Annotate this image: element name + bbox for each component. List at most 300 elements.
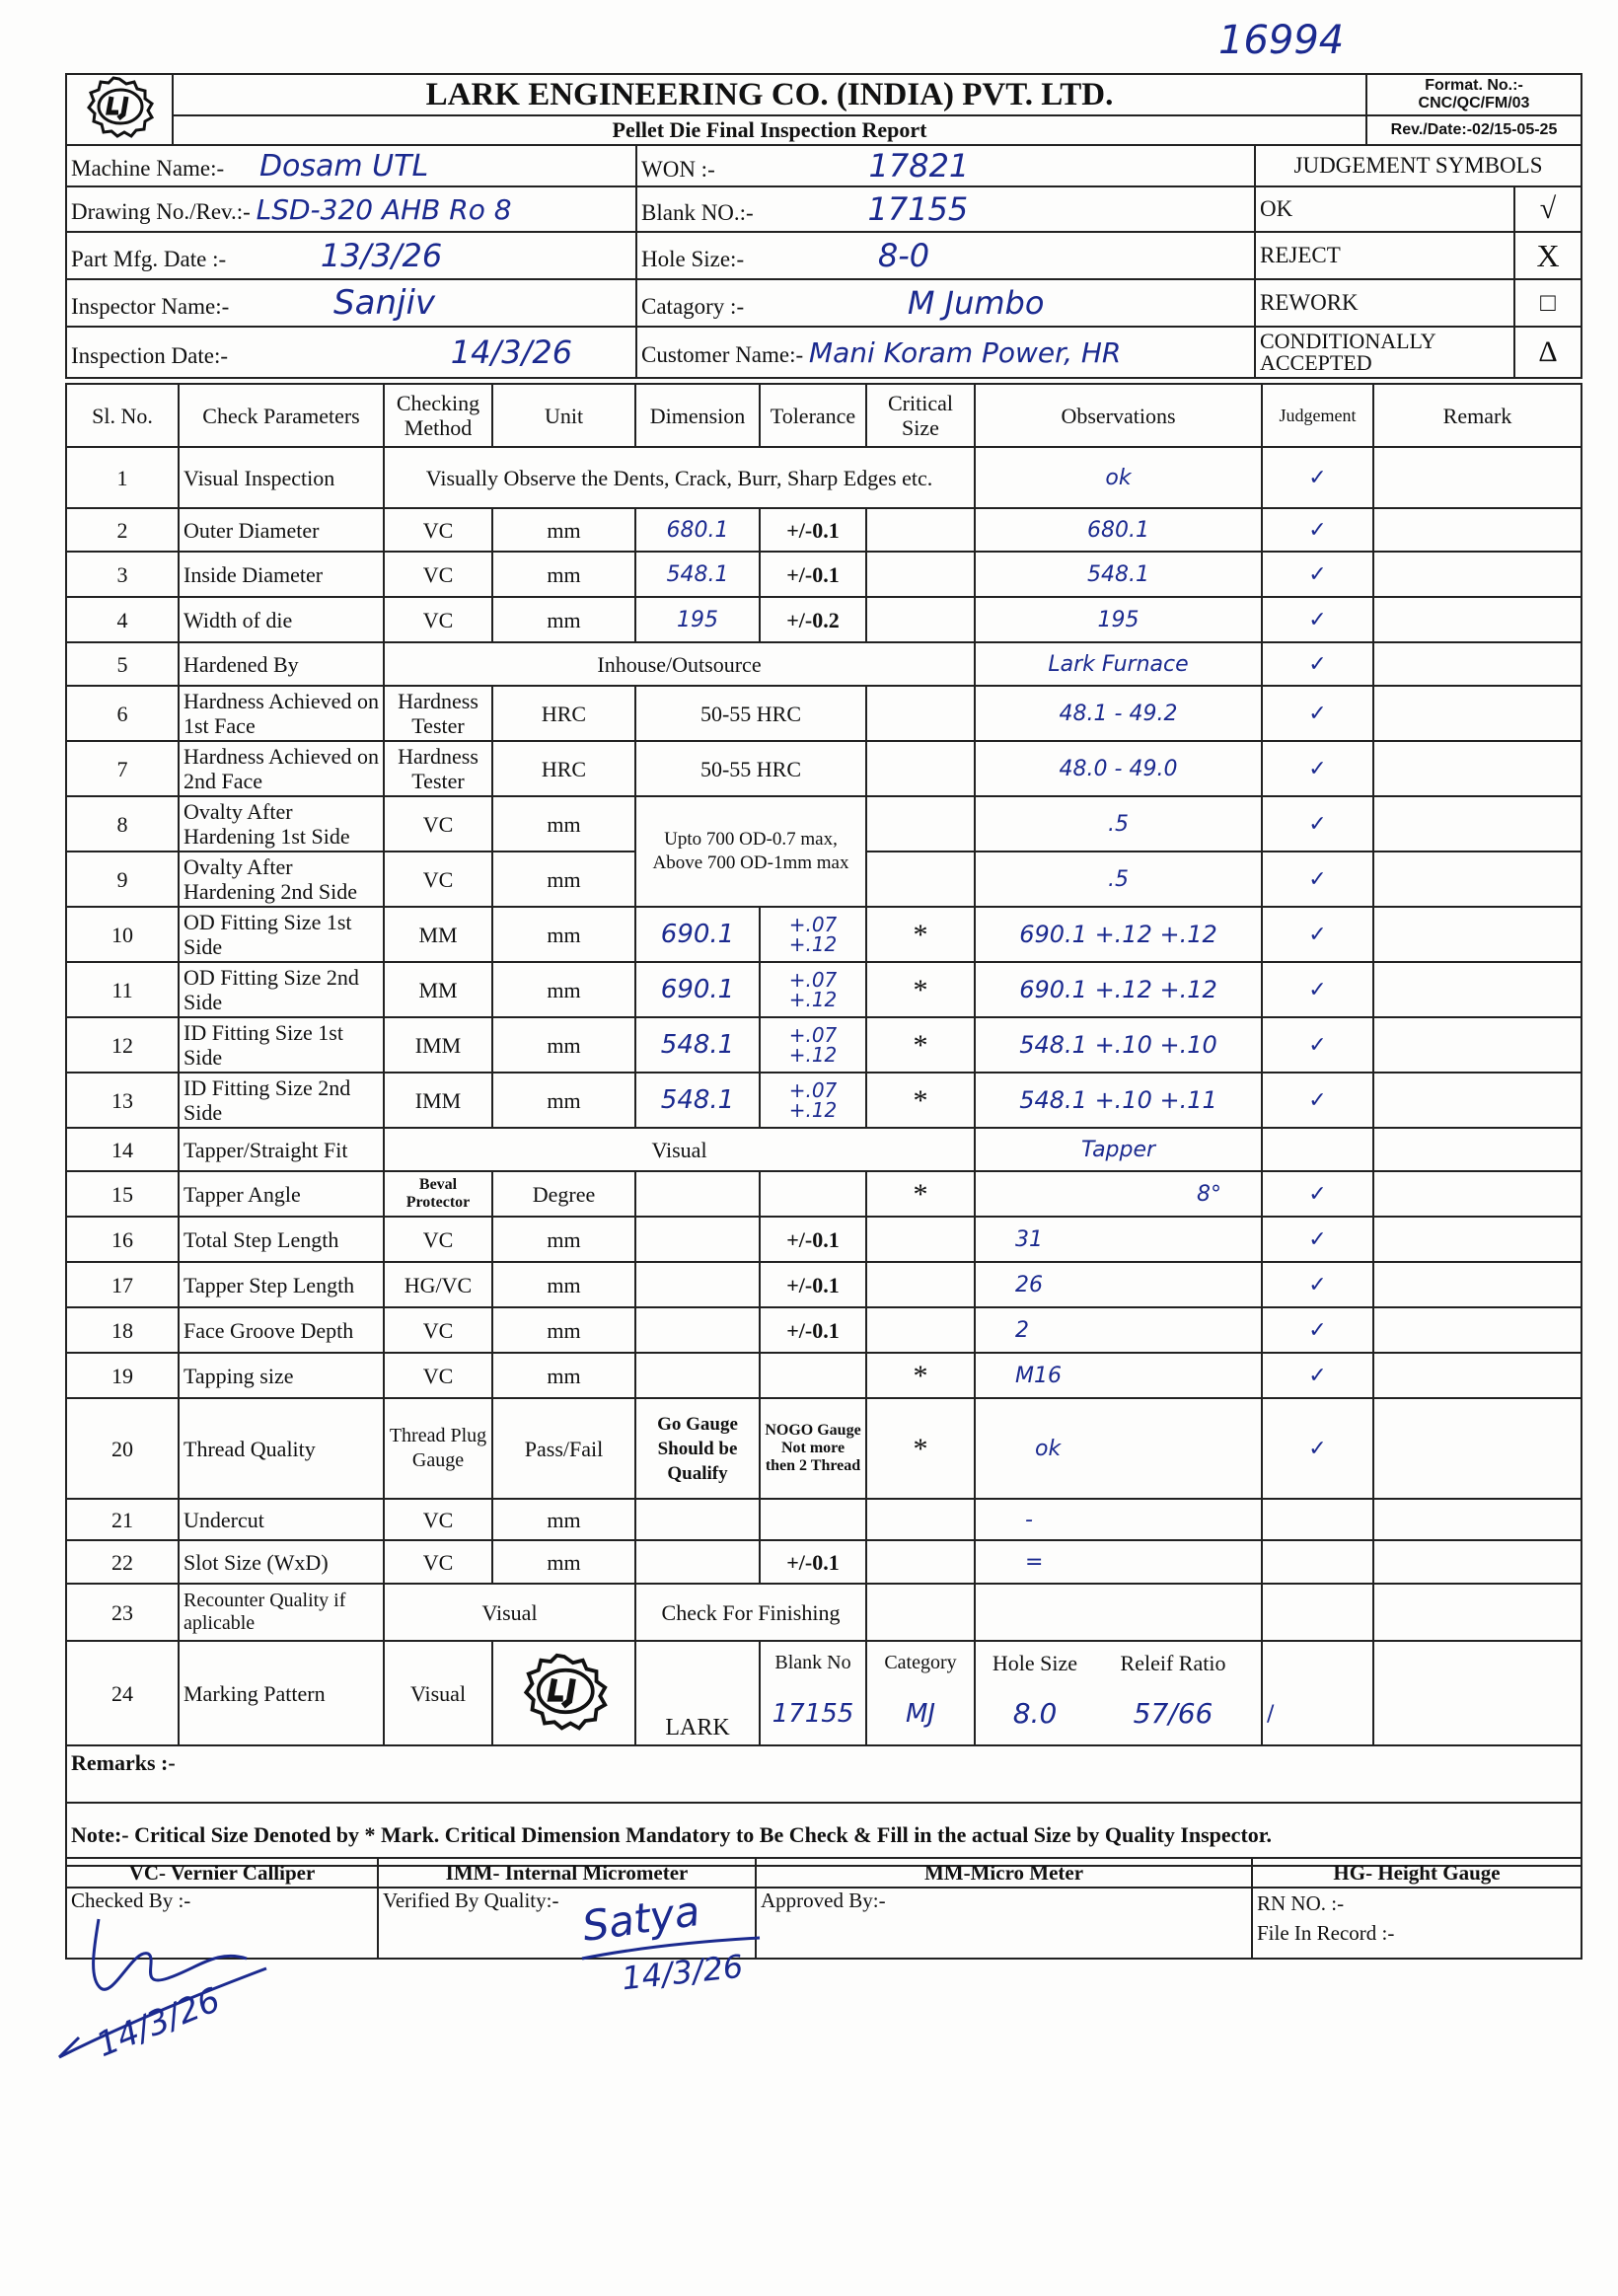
critical-size: * — [866, 1353, 975, 1398]
drawing-label: Drawing No./Rev.:- — [71, 198, 251, 224]
check-parameter: OD Fitting Size 2nd Side — [179, 962, 384, 1017]
tolerance: +/-0.2 — [760, 597, 866, 642]
judgement-mark — [1262, 1584, 1373, 1641]
check-description: Inhouse/Outsource — [384, 642, 975, 686]
check-parameter: Marking Pattern — [179, 1641, 384, 1745]
symbol-ok-label: OK — [1255, 186, 1514, 232]
col-unit: Unit — [492, 384, 635, 447]
customer-label: Customer Name:- — [641, 341, 804, 367]
check-parameter: Face Groove Depth — [179, 1307, 384, 1353]
tolerance: +/-0.1 — [760, 1217, 866, 1262]
checker-signature-icon — [39, 1909, 276, 2077]
tolerance: +.07 +.12 — [760, 907, 866, 962]
row-number: 18 — [66, 1307, 179, 1353]
note-text: Note:- Critical Size Denoted by * Mark. Critical Dimension Mandatory to Be Check & Fill in the actual Size by Quality Inspector. — [66, 1803, 1581, 1866]
hole-size-cell — [636, 232, 1255, 279]
unit: mm — [492, 1307, 635, 1353]
dimension-tolerance: 50-55 HRC — [635, 741, 866, 796]
observation: M16 — [975, 1353, 1262, 1398]
hole-size-label: Hole Size — [992, 1651, 1078, 1675]
observation: 548.1 +.10 +.11 — [975, 1073, 1262, 1128]
check-parameter: Recounter Quality if aplicable — [179, 1584, 384, 1641]
checking-method: HG/VC — [384, 1262, 492, 1307]
judgement-mark: ✓ — [1262, 796, 1373, 852]
remark — [1373, 1128, 1581, 1171]
table-row — [66, 1217, 1581, 1262]
inspector-value: Sanjiv — [333, 283, 436, 323]
symbol-rework: □ — [1514, 279, 1581, 327]
unit: Pass/Fail — [492, 1398, 635, 1499]
remark — [1373, 686, 1581, 741]
tolerance: +/-0.1 — [760, 1307, 866, 1353]
table-row — [66, 447, 1581, 508]
judgement-mark: ✓ — [1262, 907, 1373, 962]
legend-vc: VC- Vernier Calliper — [66, 1858, 378, 1888]
table-row — [66, 686, 1581, 741]
check-parameter: Visual Inspection — [179, 447, 384, 508]
observation: ok — [975, 1398, 1262, 1499]
observation: Lark Furnace — [975, 642, 1262, 686]
company-name: LARK ENGINEERING CO. (INDIA) PVT. LTD. — [173, 74, 1366, 115]
verifier-sign-date: 14/3/26 — [620, 1947, 746, 1998]
row-number: 2 — [66, 508, 179, 552]
observation: 548.1 — [975, 552, 1262, 597]
verifier-signature — [572, 1886, 789, 2013]
checking-method: VC — [384, 1217, 492, 1262]
row-number: 4 — [66, 597, 179, 642]
judgement-mark: ✓ — [1262, 447, 1373, 508]
table-row — [66, 962, 1581, 1017]
col-critical-size: Critical Size — [866, 384, 975, 447]
tolerance: +/-0.1 — [760, 1262, 866, 1307]
table-row — [66, 741, 1581, 796]
hole-size-value: 8-0 — [877, 237, 930, 274]
col-check-parameters: Check Parameters — [179, 384, 384, 447]
checking-method: VC — [384, 1499, 492, 1540]
row-number: 1 — [66, 447, 179, 508]
record-cell — [1252, 1888, 1581, 1959]
symbol-reject-label: REJECT — [1255, 232, 1514, 279]
unit: HRC — [492, 686, 635, 741]
category-value: M Jumbo — [907, 284, 1045, 322]
checking-method: Visual — [384, 1641, 492, 1745]
won-label: WON :- — [641, 157, 715, 182]
remark — [1373, 1307, 1581, 1353]
checking-method: Visual — [384, 1584, 635, 1641]
ovalty-spec: Upto 700 OD-0.7 max, Above 700 OD-1mm max — [635, 796, 866, 907]
observation: Tapper — [975, 1128, 1262, 1171]
checking-method: Thread Plug Gauge — [384, 1398, 492, 1499]
critical-size — [866, 1262, 975, 1307]
unit: mm — [492, 1073, 635, 1128]
table-row — [66, 1171, 1581, 1217]
checking-method: VC — [384, 597, 492, 642]
col-dimension: Dimension — [635, 384, 760, 447]
dimension-tolerance: 50-55 HRC — [635, 686, 866, 741]
check-parameter: Tapper/Straight Fit — [179, 1128, 384, 1171]
col-remark: Remark — [1373, 384, 1581, 447]
category-value: MJ — [866, 1684, 975, 1745]
machine-name-cell — [66, 145, 636, 186]
check-parameter: ID Fitting Size 1st Side — [179, 1017, 384, 1073]
dimension — [635, 1540, 760, 1584]
checking-method: Beval Protector — [384, 1171, 492, 1217]
row-number: 7 — [66, 741, 179, 796]
check-parameter: Hardness Achieved on 1st Face — [179, 686, 384, 741]
format-number: Format. No.:-CNC/QC/FM/03 — [1366, 74, 1581, 115]
observation: 48.0 - 49.0 — [975, 741, 1262, 796]
remark — [1373, 597, 1581, 642]
observation: 548.1 +.10 +.10 — [975, 1017, 1262, 1073]
category-label: Catagory :- — [641, 294, 745, 319]
row-number: 9 — [66, 852, 179, 907]
col-tolerance: Tolerance — [760, 384, 866, 447]
dimension — [635, 1262, 760, 1307]
blank-no-value: 17155 — [760, 1684, 866, 1745]
symbol-conditional: Δ — [1514, 327, 1581, 378]
tolerance — [760, 1499, 866, 1540]
row-number: 11 — [66, 962, 179, 1017]
checking-method: Hardness Tester — [384, 686, 492, 741]
observation: 690.1 +.12 +.12 — [975, 907, 1262, 962]
remarks-label: Remarks :- — [66, 1745, 1581, 1803]
hole-relief-values — [975, 1684, 1262, 1745]
check-description: Visually Observe the Dents, Crack, Burr, Sharp Edges etc. — [384, 447, 975, 508]
dimension: 548.1 — [635, 1017, 760, 1073]
check-parameter: Ovalty After Hardening 1st Side — [179, 796, 384, 852]
observation: 48.1 - 49.2 — [975, 686, 1262, 741]
remark — [1373, 1017, 1581, 1073]
remarks-row — [66, 1745, 1581, 1803]
tolerance: +.07 +.12 — [760, 1017, 866, 1073]
unit: mm — [492, 508, 635, 552]
dimension — [635, 1499, 760, 1540]
table-row — [66, 1262, 1581, 1307]
checking-method: VC — [384, 1353, 492, 1398]
footer-table — [65, 1857, 1582, 1960]
check-description: Visual — [384, 1128, 975, 1171]
observation — [975, 1584, 1262, 1641]
header-table — [65, 73, 1582, 146]
remark — [1373, 1171, 1581, 1217]
dimension — [635, 1217, 760, 1262]
observation: 2 — [975, 1307, 1262, 1353]
mfg-date-cell — [66, 232, 636, 279]
machine-name-label: Machine Name:- — [71, 155, 225, 181]
table-row — [66, 642, 1581, 686]
verifier-sign-name: Satya — [579, 1886, 703, 1952]
won-cell — [636, 145, 1255, 186]
judgement-mark — [1262, 1641, 1373, 1684]
row-number: 5 — [66, 642, 179, 686]
judgement-mark — [1262, 1540, 1373, 1584]
unit: mm — [492, 962, 635, 1017]
tolerance: NOGO Gauge Not more then 2 Thread — [760, 1398, 866, 1499]
table-row — [66, 1073, 1581, 1128]
remark — [1373, 1217, 1581, 1262]
table-header-row — [66, 384, 1581, 447]
tolerance: +/-0.1 — [760, 508, 866, 552]
critical-size — [866, 796, 975, 852]
critical-size — [866, 852, 975, 907]
dimension: 690.1 — [635, 962, 760, 1017]
check-parameter: ID Fitting Size 2nd Side — [179, 1073, 384, 1128]
judgement-mark: ✓ — [1262, 741, 1373, 796]
judgement-mark — [1262, 1499, 1373, 1540]
judgement-mark: ✓ — [1262, 1171, 1373, 1217]
checking-method: MM — [384, 907, 492, 962]
check-parameter: Thread Quality — [179, 1398, 384, 1499]
unit: mm — [492, 1353, 635, 1398]
check-parameter: Ovalty After Hardening 2nd Side — [179, 852, 384, 907]
judgement-mark: ✓ — [1262, 597, 1373, 642]
critical-size: * — [866, 1171, 975, 1217]
remark — [1373, 852, 1581, 907]
observation: 690.1 +.12 +.12 — [975, 962, 1262, 1017]
judgement-mark: ✓ — [1262, 1353, 1373, 1398]
judgement-mark: ✓ — [1262, 1398, 1373, 1499]
judgement-mark: ✓ — [1262, 1307, 1373, 1353]
file-in-record: File In Record :- — [1257, 1921, 1395, 1945]
symbol-ok: √ — [1514, 186, 1581, 232]
critical-size — [866, 1499, 975, 1540]
checking-method: VC — [384, 1540, 492, 1584]
remark — [1373, 1073, 1581, 1128]
judgement-mark: ✓ — [1262, 1217, 1373, 1262]
judgement-symbols-title: JUDGEMENT SYMBOLS — [1255, 145, 1581, 186]
check-parameter: Undercut — [179, 1499, 384, 1540]
dimension: 690.1 — [635, 907, 760, 962]
lark-text: LARK — [635, 1641, 760, 1745]
drawing-cell — [66, 186, 636, 232]
unit: mm — [492, 1499, 635, 1540]
observation: = — [975, 1540, 1262, 1584]
remark — [1373, 1398, 1581, 1499]
table-row — [66, 597, 1581, 642]
unit: mm — [492, 852, 635, 907]
table-row — [66, 1584, 1581, 1641]
rn-no: RN NO. :- — [1257, 1891, 1345, 1915]
remark — [1373, 796, 1581, 852]
hole-relief-labels — [975, 1641, 1262, 1684]
info-table — [65, 144, 1582, 379]
critical-size — [866, 552, 975, 597]
checking-method: VC — [384, 852, 492, 907]
checking-method: IMM — [384, 1017, 492, 1073]
lark-gear-logo-icon — [500, 1652, 628, 1731]
observation: .5 — [975, 852, 1262, 907]
critical-size — [866, 741, 975, 796]
table-row — [66, 907, 1581, 962]
dimension: 680.1 — [635, 508, 760, 552]
critical-size — [866, 1307, 975, 1353]
category-cell — [636, 279, 1255, 327]
marking-row — [66, 1641, 1581, 1684]
drawing-value: LSD-320 AHB Ro 8 — [256, 192, 512, 226]
verified-by: Verified By Quality:- — [378, 1888, 756, 1959]
dimension: 195 — [635, 597, 760, 642]
observation: 31 — [975, 1217, 1262, 1262]
remark — [1373, 1641, 1581, 1745]
blank-label: Blank NO.:- — [641, 200, 754, 225]
judgement-mark: / — [1262, 1684, 1373, 1745]
judgement-mark: ✓ — [1262, 1017, 1373, 1073]
inspector-label: Inspector Name:- — [71, 294, 230, 319]
row-number: 8 — [66, 796, 179, 852]
check-parameter: Slot Size (WxD) — [179, 1540, 384, 1584]
remark — [1373, 642, 1581, 686]
unit: HRC — [492, 741, 635, 796]
table-row — [66, 1307, 1581, 1353]
tolerance — [760, 1171, 866, 1217]
row-number: 16 — [66, 1217, 179, 1262]
col-observations: Observations — [975, 384, 1262, 447]
checking-method: VC — [384, 796, 492, 852]
row-number: 22 — [66, 1540, 179, 1584]
critical-size — [866, 1540, 975, 1584]
unit: mm — [492, 597, 635, 642]
unit: mm — [492, 1262, 635, 1307]
row-number: 21 — [66, 1499, 179, 1540]
checking-method: MM — [384, 962, 492, 1017]
rev-date: Rev./Date:-02/15-05-25 — [1366, 115, 1581, 145]
remark — [1373, 907, 1581, 962]
remark — [1373, 447, 1581, 508]
tolerance: +/-0.1 — [760, 1540, 866, 1584]
observation: - — [975, 1499, 1262, 1540]
blank-no-label: Blank No — [760, 1641, 866, 1684]
relief-ratio-label: Releif Ratio — [1120, 1651, 1226, 1675]
marking-logo — [492, 1641, 635, 1745]
checking-method: VC — [384, 508, 492, 552]
hole-size-value: 8.0 — [1012, 1697, 1058, 1730]
table-row — [66, 1353, 1581, 1398]
legend-mm: MM-Micro Meter — [756, 1858, 1252, 1888]
critical-size — [866, 597, 975, 642]
won-value: 17821 — [868, 147, 970, 185]
table-row — [66, 1398, 1581, 1499]
tolerance — [760, 1353, 866, 1398]
judgement-mark: ✓ — [1262, 852, 1373, 907]
observation: 26 — [975, 1262, 1262, 1307]
dimension — [635, 1353, 760, 1398]
inspection-date-cell — [66, 327, 636, 378]
inspection-date-label: Inspection Date:- — [71, 343, 229, 368]
critical-size — [866, 1584, 975, 1641]
row-number: 13 — [66, 1073, 179, 1128]
symbol-rework-label: REWORK — [1255, 279, 1514, 327]
blank-value: 17155 — [867, 190, 969, 228]
check-parameter: Outer Diameter — [179, 508, 384, 552]
critical-size: * — [866, 1073, 975, 1128]
table-row — [66, 1128, 1581, 1171]
tolerance: +.07 +.12 — [760, 962, 866, 1017]
report-title: Pellet Die Final Inspection Report — [173, 115, 1366, 145]
critical-size — [866, 508, 975, 552]
row-number: 6 — [66, 686, 179, 741]
checker-sign-date: 14/3/26 — [91, 1979, 226, 2066]
dimension: 548.1 — [635, 1073, 760, 1128]
row-number: 17 — [66, 1262, 179, 1307]
table-row — [66, 1540, 1581, 1584]
judgement-mark: ✓ — [1262, 1073, 1373, 1128]
row-number: 23 — [66, 1584, 179, 1641]
check-parameter: Hardened By — [179, 642, 384, 686]
hole-size-label: Hole Size:- — [641, 247, 745, 271]
mfg-date-label: Part Mfg. Date :- — [71, 247, 227, 271]
critical-size: * — [866, 907, 975, 962]
row-number: 19 — [66, 1353, 179, 1398]
col-judgement: Judgement — [1262, 384, 1373, 447]
row-number: 12 — [66, 1017, 179, 1073]
row-number: 24 — [66, 1641, 179, 1745]
row-number: 10 — [66, 907, 179, 962]
observation: 195 — [975, 597, 1262, 642]
critical-size — [866, 686, 975, 741]
judgement-mark: ✓ — [1262, 962, 1373, 1017]
check-parameter: Tapper Angle — [179, 1171, 384, 1217]
remark — [1373, 1540, 1581, 1584]
tolerance: +.07 +.12 — [760, 1073, 866, 1128]
judgement-mark: ✓ — [1262, 552, 1373, 597]
check-parameter: Tapping size — [179, 1353, 384, 1398]
approved-by: Approved By:- — [756, 1888, 1252, 1959]
checking-method: IMM — [384, 1073, 492, 1128]
judgement-mark — [1262, 1128, 1373, 1171]
judgement-mark: ✓ — [1262, 508, 1373, 552]
col-checking-method: Checking Method — [384, 384, 492, 447]
dimension — [635, 1171, 760, 1217]
legend-imm: IMM- Internal Micrometer — [378, 1858, 756, 1888]
col-sl-no: Sl. No. — [66, 384, 179, 447]
table-row — [66, 796, 1581, 852]
row-number: 20 — [66, 1398, 179, 1499]
machine-name-value: Dosam UTL — [258, 148, 429, 184]
symbol-reject: X — [1514, 232, 1581, 279]
blank-cell — [636, 186, 1255, 232]
check-parameter: Inside Diameter — [179, 552, 384, 597]
unit: mm — [492, 796, 635, 852]
company-logo — [66, 74, 173, 145]
remark — [1373, 1584, 1581, 1641]
observation: .5 — [975, 796, 1262, 852]
inspection-table — [65, 383, 1582, 1867]
legend-hg: HG- Height Gauge — [1252, 1858, 1581, 1888]
remark — [1373, 741, 1581, 796]
check-parameter: Tapper Step Length — [179, 1262, 384, 1307]
check-parameter: Total Step Length — [179, 1217, 384, 1262]
checking-method: VC — [384, 1307, 492, 1353]
dimension: 548.1 — [635, 552, 760, 597]
remark — [1373, 1353, 1581, 1398]
document-number: 16994 — [1218, 18, 1345, 63]
row-number: 14 — [66, 1128, 179, 1171]
check-parameter: Width of die — [179, 597, 384, 642]
category-label: Category — [866, 1641, 975, 1684]
unit: mm — [492, 1017, 635, 1073]
remark — [1373, 962, 1581, 1017]
table-row — [66, 1017, 1581, 1073]
mfg-date-value: 13/3/26 — [320, 237, 443, 274]
table-row — [66, 552, 1581, 597]
unit: mm — [492, 1540, 635, 1584]
judgement-mark: ✓ — [1262, 1262, 1373, 1307]
unit: Degree — [492, 1171, 635, 1217]
critical-size: * — [866, 962, 975, 1017]
customer-cell — [636, 327, 1255, 378]
remark — [1373, 508, 1581, 552]
row-number: 3 — [66, 552, 179, 597]
